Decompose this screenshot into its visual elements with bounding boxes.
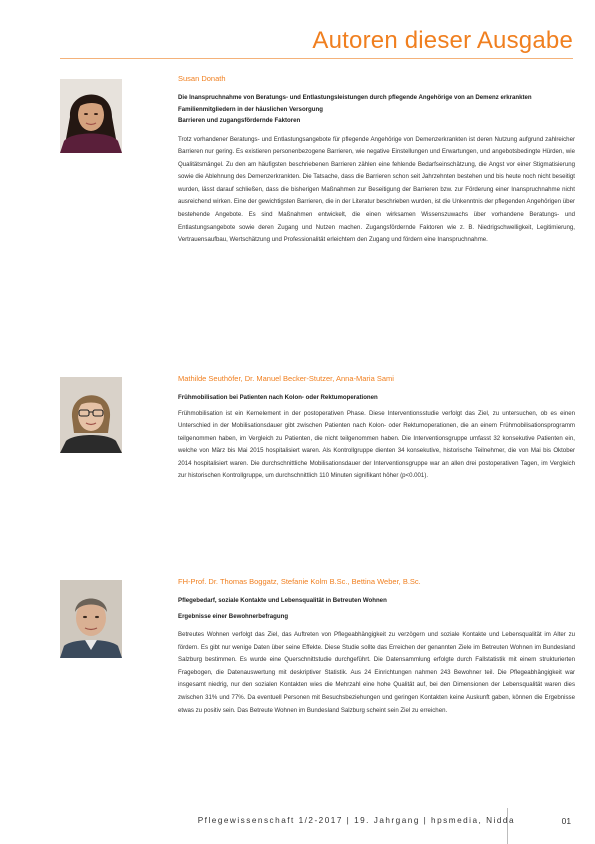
author-photo: [60, 377, 122, 453]
article-text: Frühmobilisation ist ein Kernelement in der postoperativen Phase. Diese Interventionsstudie verfolgt das Ziel, zu untersuchen, ob es einen Unterschied in der Mobilisationsdauer gibt zwischen Patienten nach Kolon- oder Rektumoperationen, die an einem Frühmobilisationsprogramm teilgenommen haben, im Vergleich zu Patienten, die nicht teilgenommen haben. Die Interventionsgruppe umfasst 32 konsekutive Patienten ein, welche von März bis Mai 2015 hospitalisiert waren. Als Kontrollgruppe dienten 34 konsekutive, historische Teilnehmer, die von Mai bis Oktober 2014 hospitalisiert waren. Die durchschnittliche Mobilisationsdauer der Interventionsgruppe war an allen drei postoperativen Tagen, im Vergleich zur historischen Kontrollgruppe, um durchschnittlich 110 Minuten signifikant höher (p<0.001).: [178, 409, 575, 480]
footer-divider: [507, 808, 508, 844]
footer-journal-info: Pflegewissenschaft 1/2-2017 | 19. Jahrgang | hpsmedia, Nidda: [197, 816, 515, 825]
article-body: [178, 373, 575, 483]
article-body: [178, 73, 575, 247]
article-text: Trotz vorhandener Beratungs- und Entlastungsangebote für pflegende Angehörige von Demenzerkrankten ist deren Nutzung aufgrund zahlreicher Barrieren nur gering. Es existieren personenbezogene Barrieren, wie negative Einstellungen und Erwartungen, und angebotsbedingte Hürden, wie Qualitätsmängel. Zu den am häufigsten beschriebenen Barrieren zählen eine fehlende Bedarfseinschätzung, die Angst vor einer Stigmatisierung sowie die Ablehnung des Demenzerkrankten. Die Tatsache, dass die Barrieren schon seit Jahrzehnten bestehen und bis heute noch nicht beseitigt wurden, lässt darauf schließen, dass die bisherigen Maßnahmen zur Beseitigung der Barrieren bzw. zur Förderung einer Inanspruchnahme nicht ausreichend wirken. Eine der gewichtigsten Barrieren, die in der Literatur beschrieben wurden, ist die Unkenntnis der pflegenden Angehörigen über bestehende Angebote. Es sind Maßnahmen entwickelt, die einen wirksamen Wissenszuwachs über vorhandene Beratungs- und Entlastungsangebote sowie deren Zugang und Nutzen machen. Zugangsfördernde Faktoren wie z. B. Niedrigschwelligkeit, Legitimierung, Vertrauensaufbau, Wertschätzung und Professionalität erleichtern den Zugang und fördern eine Inanspruchnahme.: [178, 135, 575, 244]
article-subtitle: Barrieren und zugangsfördernde Faktoren: [178, 117, 301, 124]
author-photo: [60, 79, 122, 153]
title-divider: [60, 58, 573, 59]
article-headline: Die Inanspruchnahme von Beratungs- und Entlastungsleistungen durch pflegende Angehörige von an Demenz erkrankten Familienmitgliedern in der häuslichen Versorgung: [178, 94, 532, 113]
page-title: Autoren dieser Ausgabe: [312, 27, 573, 54]
article-authors: FH-Prof. Dr. Thomas Boggatz, Stefanie Kolm B.Sc., Bettina Weber, B.Sc.: [178, 577, 421, 586]
article-headline: Pflegebedarf, soziale Kontakte und Lebensqualität in Betreuten Wohnen: [178, 597, 387, 604]
page-footer: [0, 802, 595, 842]
author-photo: [60, 580, 122, 658]
page-number: 01: [561, 816, 571, 826]
article-subtitle: Ergebnisse einer Bewohnerbefragung: [178, 612, 289, 620]
article-authors: Mathilde Seuthöfer, Dr. Manuel Becker-Stutzer, Anna-Maria Sami: [178, 374, 394, 383]
article-headline: Frühmobilisation bei Patienten nach Kolon- oder Rektumoperationen: [178, 394, 378, 401]
article-authors: Susan Donath: [178, 74, 226, 83]
article-body: [178, 576, 575, 717]
article-text: Betreutes Wohnen verfolgt das Ziel, das Auftreten von Pflegeabhängigkeit zu verzögern und soziale Kontakte und Lebensqualität im Alter zu fördern. Es gibt nur wenige Daten über seine Effekte. Diese Studie sollte das Erreichen der genannten Ziele im Betreuten Wohnen im Bundesland Salzburg bestimmen. Es wurde eine Querschnittstudie durchgeführt. Die Datensammlung erfolgte durch Fallstatistik mit einem strukturierten Fragebogen, die Datenauswertung mit deskriptiver Statistik. Aus 24 Einrichtungen nahmen 243 Bewohner teil. Die Pflegeabhängigkeit war insgesamt niedrig, nur den sozialen Kontakten wies die Mehrzahl eine hohe Qualität auf, bei den Dimensionen der Lebensqualität waren dies zwischen 31% und 77%. Da eventuell Personen mit Besuchsbeziehungen und geringen Kontakten keine Auskunft gaben, können die Ergebnisse etwas zu positiv sein. Das Betreute Wohnen im Bundesland Salzburg scheint sein Ziel zu erreichen.: [178, 631, 575, 714]
